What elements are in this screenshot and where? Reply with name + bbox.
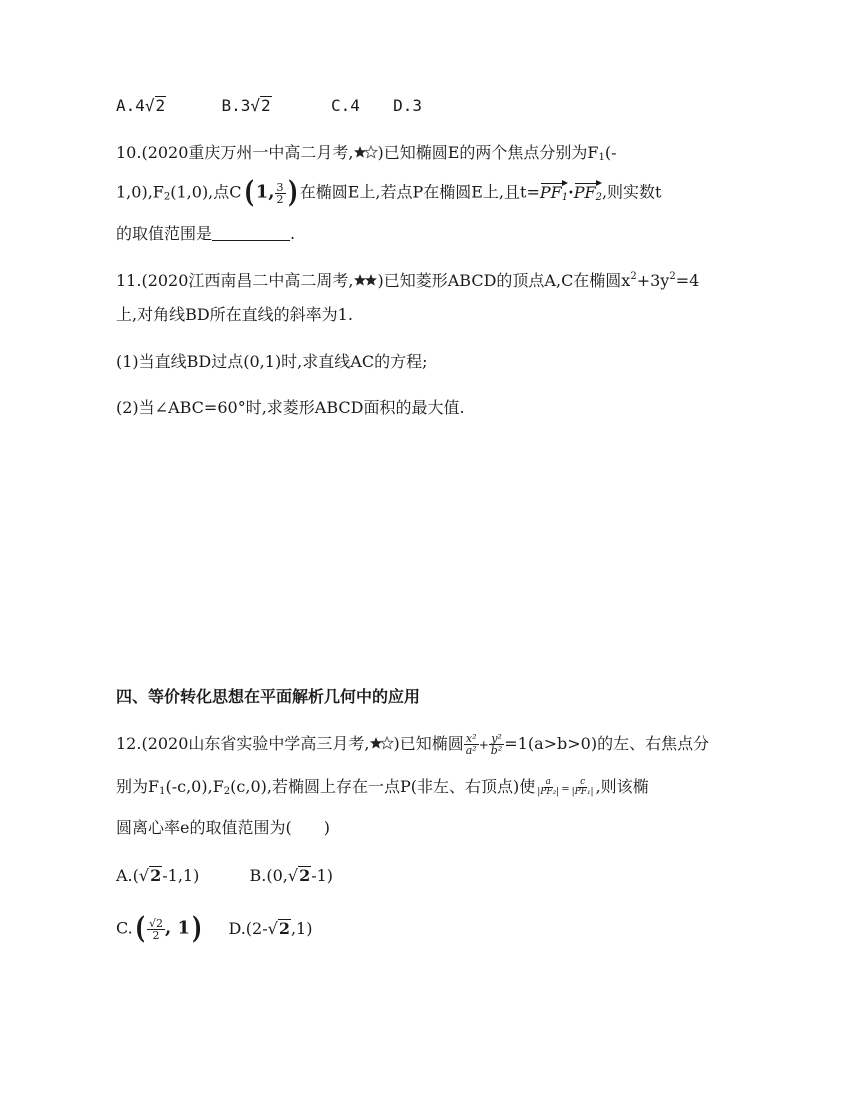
- q11-line1: 11.(2020江西南昌二中高二周考, )已知菱形ABCD的顶点A,C在椭圆$x^2+3y^2=4$: [116, 271, 700, 290]
- q9-option-d: D.3: [393, 96, 423, 115]
- q12-option-d: D.(2-√2,1): [228, 918, 313, 938]
- fraction-x2-a2: $\frac{\text{x²}}{\text{a²}}$: [465, 732, 477, 757]
- fraction-c-pf1: $\frac{c}{\text{|PF₁|}}$: [571, 777, 594, 797]
- vector-pf1: $PF_1$: [539, 182, 569, 203]
- difficulty-stars-icon: [354, 273, 378, 290]
- sqrt-symbol: √2: [144, 96, 166, 115]
- q10-line2: $1,0),F_2(1,0)$,点C( 1, $\frac{3}{2}$ ) 在椭圆E上,若点P在椭圆E上,且$t=PF_1\cdot PF_2$,则实数t: [116, 175, 662, 210]
- q12-options-ab: [116, 866, 333, 885]
- sqrt-symbol: √2: [250, 96, 271, 115]
- q9-option-c: C.4: [330, 96, 360, 115]
- q11-line2: 上,对角线BD所在直线的斜率为1.: [116, 305, 353, 324]
- q9-option-b: B.3√2: [221, 96, 271, 115]
- q11-part1: (1)当直线BD过点(0,1)时,求直线AC的方程;: [116, 352, 428, 371]
- answer-blank: [212, 226, 290, 241]
- q12-line3: 圆离心率e的取值范围为( ): [116, 818, 330, 837]
- section-heading: 四、等价转化思想在平面解析几何中的应用: [116, 687, 421, 706]
- q12-option-a: A.(√2-1,1): [116, 866, 200, 885]
- q10-line3: 的取值范围是 .: [116, 224, 296, 243]
- sqrt-symbol: √2: [267, 918, 290, 938]
- difficulty-stars-icon: [354, 145, 378, 162]
- q12-option-b: B.(0,√2-1): [249, 866, 334, 885]
- sqrt-symbol: √2: [138, 866, 162, 885]
- sqrt-symbol: √2: [287, 866, 311, 885]
- q12-line1: 12.(2020山东省实验中学高三月考, )已知椭圆 $\frac{\text{x²}}{\text{a²}}$ + $\frac{\text{y²}}{\text{b²}}$ =1(a>b>0)的左、右焦点分: [116, 732, 710, 757]
- q12-options-cd: [116, 911, 313, 946]
- q11-part2: (2)当∠ABC=60°时,求菱形ABCD面积的最大值.: [116, 398, 465, 417]
- difficulty-stars-icon: [370, 736, 394, 753]
- q12-option-c: C.( $\frac{√2}{2}$ , 1): [116, 911, 203, 946]
- q10-line1: 10.(2020重庆万州一中高二月考, )已知椭圆E的两个焦点分别为$F_1(-$: [116, 143, 617, 163]
- fraction-y2-b2: $\frac{\text{y²}}{\text{b²}}$: [490, 732, 503, 757]
- q12-line2: 别为$F_1(-c,0),F_2(c,0)$,若椭圆上存在一点P(非左、右顶点)使 $\frac{a}{\text{|PF₂|}}$ = $\frac{c}{\text{|PF₁|}}$ ,则该椭: [116, 777, 649, 797]
- q9-options: [116, 96, 422, 115]
- vector-pf2: $PF_2$: [573, 182, 602, 203]
- q9-option-a: A.4√2: [116, 96, 166, 115]
- fraction-a-pf2: $\frac{a}{\text{|PF₂|}}$: [537, 777, 560, 797]
